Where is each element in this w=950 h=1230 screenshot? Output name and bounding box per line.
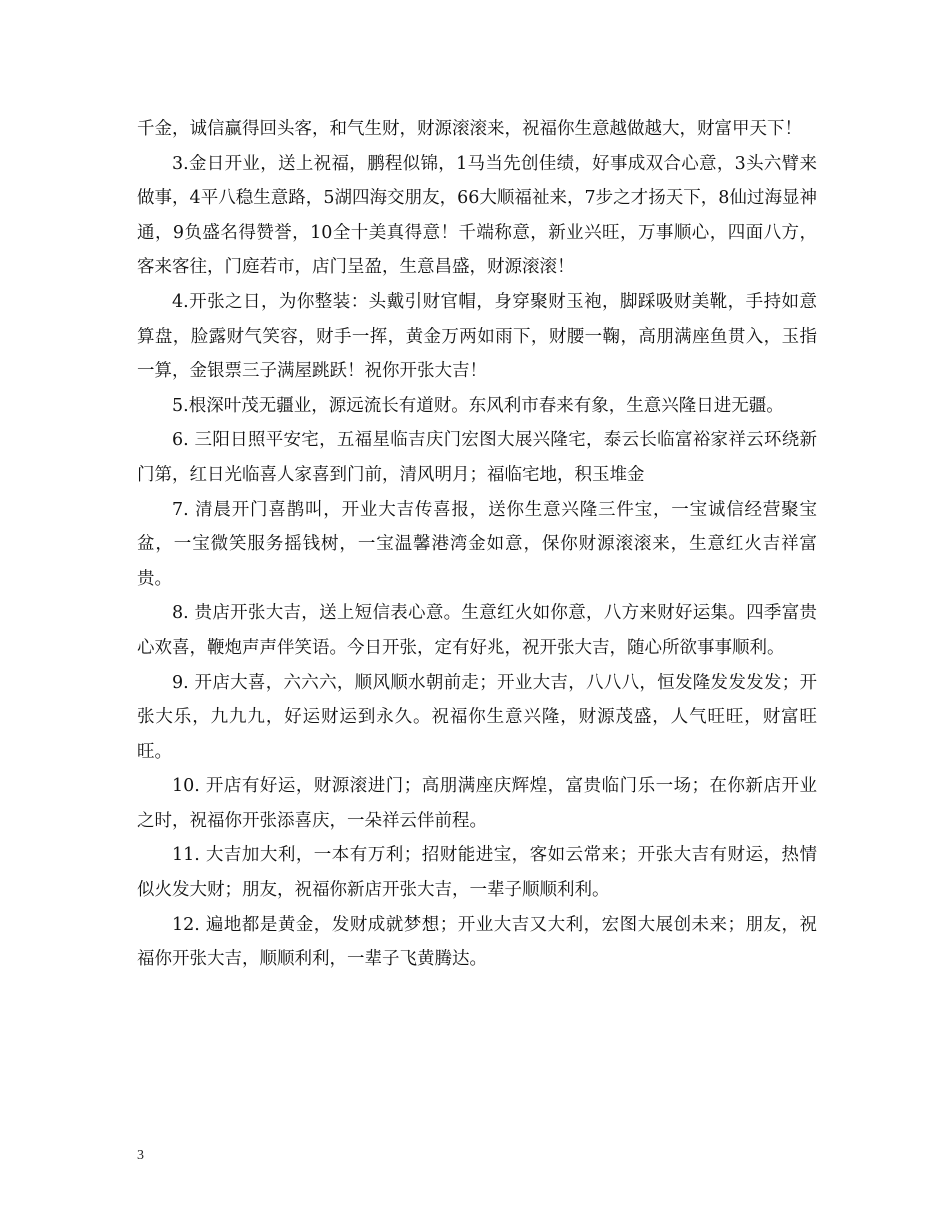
paragraph-item-6: 6. 三阳日照平安宅，五福星临吉庆门宏图大展兴隆宅，泰云长临富裕家祥云环绕新门第，红日光临喜人家喜到门前，清风明月；福临宅地，积玉堆金 xyxy=(137,430,817,485)
paragraph-item-10: 10. 开店有好运，财源滚进门；高朋满座庆辉煌，富贵临门乐一场；在你新店开业之时，祝福你开张添喜庆，一朵祥云伴前程。 xyxy=(137,776,817,831)
paragraph-item-3: 3.金日开业，送上祝福，鹏程似锦，1马当先创佳绩，好事成双合心意，3头六臂来做事，4平八稳生意路，5湖四海交朋友，66大顺福祉来，7步之才扬天下，8仙过海显神通，9负盛名得赞誉，10全十美真得意！千端称意，新业兴旺，万事顺心，四面八方，客来客往，门庭若市，店门呈盈，生意昌盛，财源滚滚！ xyxy=(137,153,817,278)
page-number: 3 xyxy=(137,1148,144,1163)
paragraph-item-11: 11. 大吉加大利，一本有万利；招财能进宝，客如云常来；开张大吉有财运，热情似火发大财；朋友，祝福你新店开张大吉，一辈子顺顺利利。 xyxy=(137,845,817,901)
paragraph-item-8: 8. 贵店开张大吉，送上短信表心意。生意红火如你意，八方来财好运集。四季富贵心欢喜，鞭炮声声伴笑语。今日开张，定有好兆，祝开张大吉，随心所欲事事顺利。 xyxy=(137,603,817,658)
paragraph-continuation: 千金，诚信赢得回头客，和气生财，财源滚滚来，祝福你生意越做越大，财富甲天下！ xyxy=(137,119,802,139)
paragraph-item-7: 7. 清晨开门喜鹊叫，开业大吉传喜报，送你生意兴隆三件宝，一宝诚信经营聚宝盆，一宝微笑服务摇钱树，一宝温馨港湾金如意，保你财源滚滚来，生意红火吉祥富贵。 xyxy=(137,499,817,589)
paragraph-item-4: 4.开张之日，为你整装：头戴引财官帽，身穿聚财玉袍，脚踩吸财美靴，手持如意算盘，脸露财气笑容，财手一挥，黄金万两如雨下，财腰一鞠，高朋满座鱼贯入，玉指一算，金银票三子满屋跳跃！祝你开张大吉！ xyxy=(137,291,817,382)
paragraph-item-5: 5.根深叶茂无疆业，源远流长有道财。东风利市春来有象，生意兴隆日进无疆。 xyxy=(172,395,784,416)
paragraph-item-12: 12. 遍地都是黄金，发财成就梦想；开业大吉又大利，宏图大展创未来；朋友，祝福你开张大吉，顺顺利利，一辈子飞黄腾达。 xyxy=(137,914,817,970)
paragraph-item-9: 9. 开店大喜，六六六，顺风顺水朝前走；开业大吉，八八八，恒发隆发发发发；开张大乐，九九九，好运财运到永久。祝福你生意兴隆，财源茂盛，人气旺旺，财富旺旺。 xyxy=(137,672,817,762)
document-body xyxy=(137,112,817,977)
